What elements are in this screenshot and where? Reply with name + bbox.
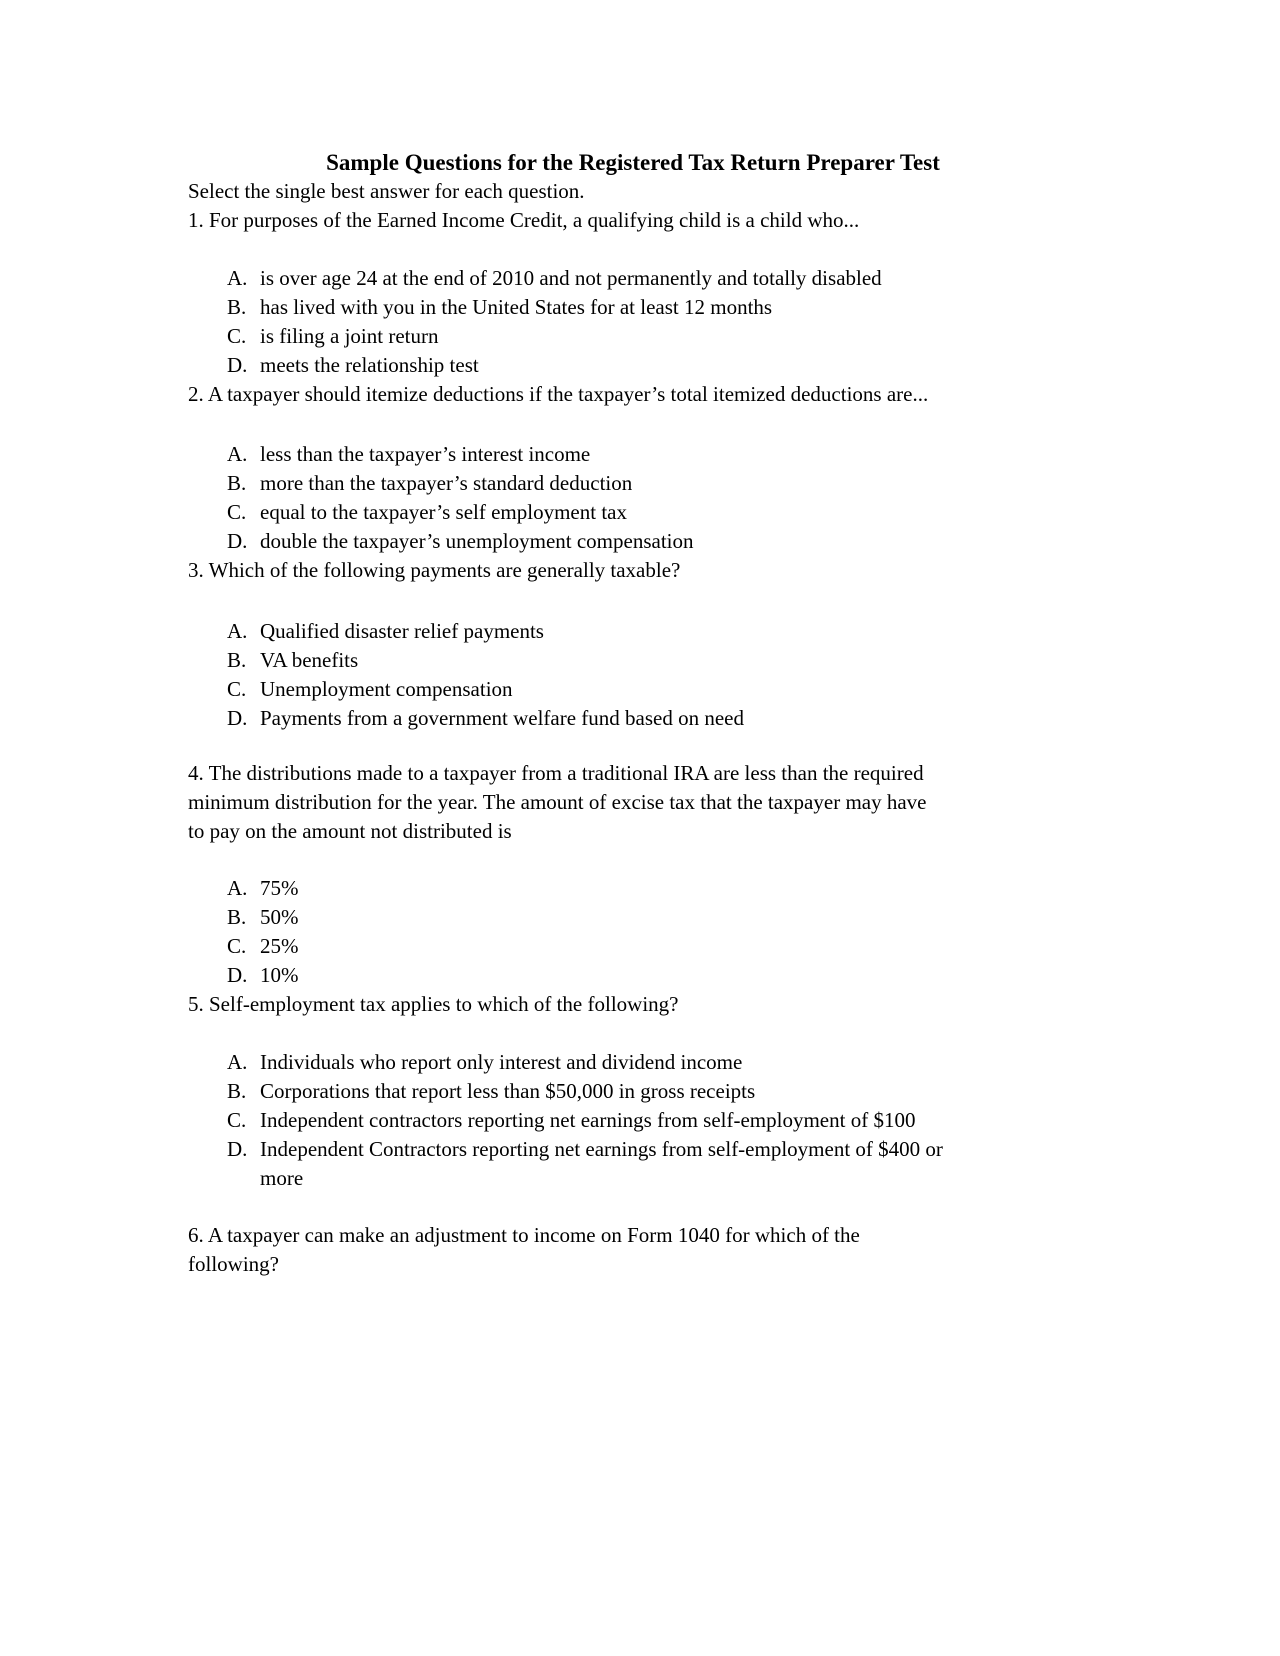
option-row-c [188, 932, 1050, 961]
option-row-a [188, 264, 1050, 293]
option-text: Unemployment compensation [260, 677, 513, 701]
option-letter: D. [227, 529, 248, 553]
option-text: less than the taxpayer’s interest income [260, 442, 591, 466]
option-row-d [188, 351, 1050, 380]
option-text: 50% [260, 905, 299, 929]
option-text: has lived with you in the United States for at least 12 months [260, 295, 773, 319]
option-text: 10% [260, 963, 299, 987]
option-row-b [188, 469, 1050, 498]
question-3-text: 3. Which of the following payments are generally taxable? [188, 558, 681, 582]
question-1-options [188, 264, 1050, 380]
option-row-b [188, 646, 1050, 675]
option-text: meets the relationship test [260, 353, 479, 377]
option-row-d [188, 1135, 1050, 1193]
question-block-6 [188, 1221, 1050, 1279]
option-letter: C. [227, 934, 247, 958]
option-letter: A. [227, 266, 248, 290]
option-text: equal to the taxpayer’s self employment tax [260, 500, 627, 524]
option-letter: B. [227, 295, 247, 319]
option-letter: C. [227, 500, 247, 524]
question-4-text [188, 759, 1050, 846]
option-row-c [188, 675, 1050, 704]
question-block-2 [188, 380, 1050, 556]
option-text: 25% [260, 934, 299, 958]
option-letter: C. [227, 324, 247, 348]
option-row-b [188, 903, 1050, 932]
question-block-4 [188, 759, 1050, 990]
option-letter: B. [227, 1079, 247, 1103]
option-letter: D. [227, 1137, 248, 1161]
option-text: Corporations that report less than $50,000 in gross receipts [260, 1079, 756, 1103]
question-block-3 [188, 556, 1050, 733]
option-row-a [188, 1048, 1050, 1077]
option-text: Payments from a government welfare fund based on need [260, 706, 745, 730]
option-letter: A. [227, 876, 248, 900]
option-letter: D. [227, 963, 248, 987]
option-text: 75% [260, 876, 299, 900]
option-d-line-1: Independent Contractors reporting net earnings from self-employment of $400 or [260, 1137, 943, 1161]
option-letter: B. [227, 471, 247, 495]
question-block-5 [188, 990, 1050, 1193]
option-row-b [188, 1077, 1050, 1106]
option-row-d [188, 961, 1050, 990]
page-title: Sample Questions for the Registered Tax Return Preparer Test [326, 150, 940, 175]
option-text: Independent contractors reporting net earnings from self-employment of $100 [260, 1108, 916, 1132]
option-letter: A. [227, 619, 248, 643]
option-text: double the taxpayer’s unemployment compensation [260, 529, 694, 553]
question-4-line-1: 4. The distributions made to a taxpayer from a traditional IRA are less than the required [188, 761, 924, 785]
option-letter: C. [227, 677, 247, 701]
question-6-line-2: following? [188, 1252, 279, 1276]
option-text: VA benefits [260, 648, 359, 672]
question-1-text: 1. For purposes of the Earned Income Credit, a qualifying child is a child who... [188, 208, 860, 232]
question-4-line-3: to pay on the amount not distributed is [188, 819, 512, 843]
option-letter: D. [227, 706, 248, 730]
option-text: Qualified disaster relief payments [260, 619, 544, 643]
question-4-options [188, 874, 1050, 990]
option-text: is filing a joint return [260, 324, 439, 348]
option-row-b [188, 293, 1050, 322]
question-6-text [188, 1221, 1050, 1279]
option-text: is over age 24 at the end of 2010 and not permanently and totally disabled [260, 266, 882, 290]
option-letter: A. [227, 1050, 248, 1074]
question-block-1 [188, 206, 1050, 380]
option-row-c [188, 322, 1050, 351]
option-row-c [188, 1106, 1050, 1135]
option-row-c [188, 498, 1050, 527]
option-letter: C. [227, 1108, 247, 1132]
option-letter: B. [227, 648, 247, 672]
question-5-options [188, 1048, 1050, 1193]
question-6-line-1: 6. A taxpayer can make an adjustment to income on Form 1040 for which of the [188, 1223, 860, 1247]
instructions-text: Select the single best answer for each question. [188, 179, 585, 203]
option-letter: A. [227, 442, 248, 466]
question-2-options [188, 440, 1050, 556]
option-text: Individuals who report only interest and dividend income [260, 1050, 743, 1074]
question-5-text: 5. Self-employment tax applies to which of the following? [188, 992, 679, 1016]
option-row-d [188, 704, 1050, 733]
option-row-a [188, 617, 1050, 646]
question-3-options [188, 617, 1050, 733]
option-letter: D. [227, 353, 248, 377]
option-letter: B. [227, 905, 247, 929]
option-row-d [188, 527, 1050, 556]
question-4-line-2: minimum distribution for the year. The amount of excise tax that the taxpayer may have [188, 790, 927, 814]
option-row-a [188, 874, 1050, 903]
option-row-a [188, 440, 1050, 469]
option-text [260, 1135, 943, 1193]
option-d-line-2: more [260, 1166, 304, 1190]
option-text: more than the taxpayer’s standard deduction [260, 471, 633, 495]
question-2-text: 2. A taxpayer should itemize deductions if the taxpayer’s total itemized deductions are... [188, 382, 929, 406]
